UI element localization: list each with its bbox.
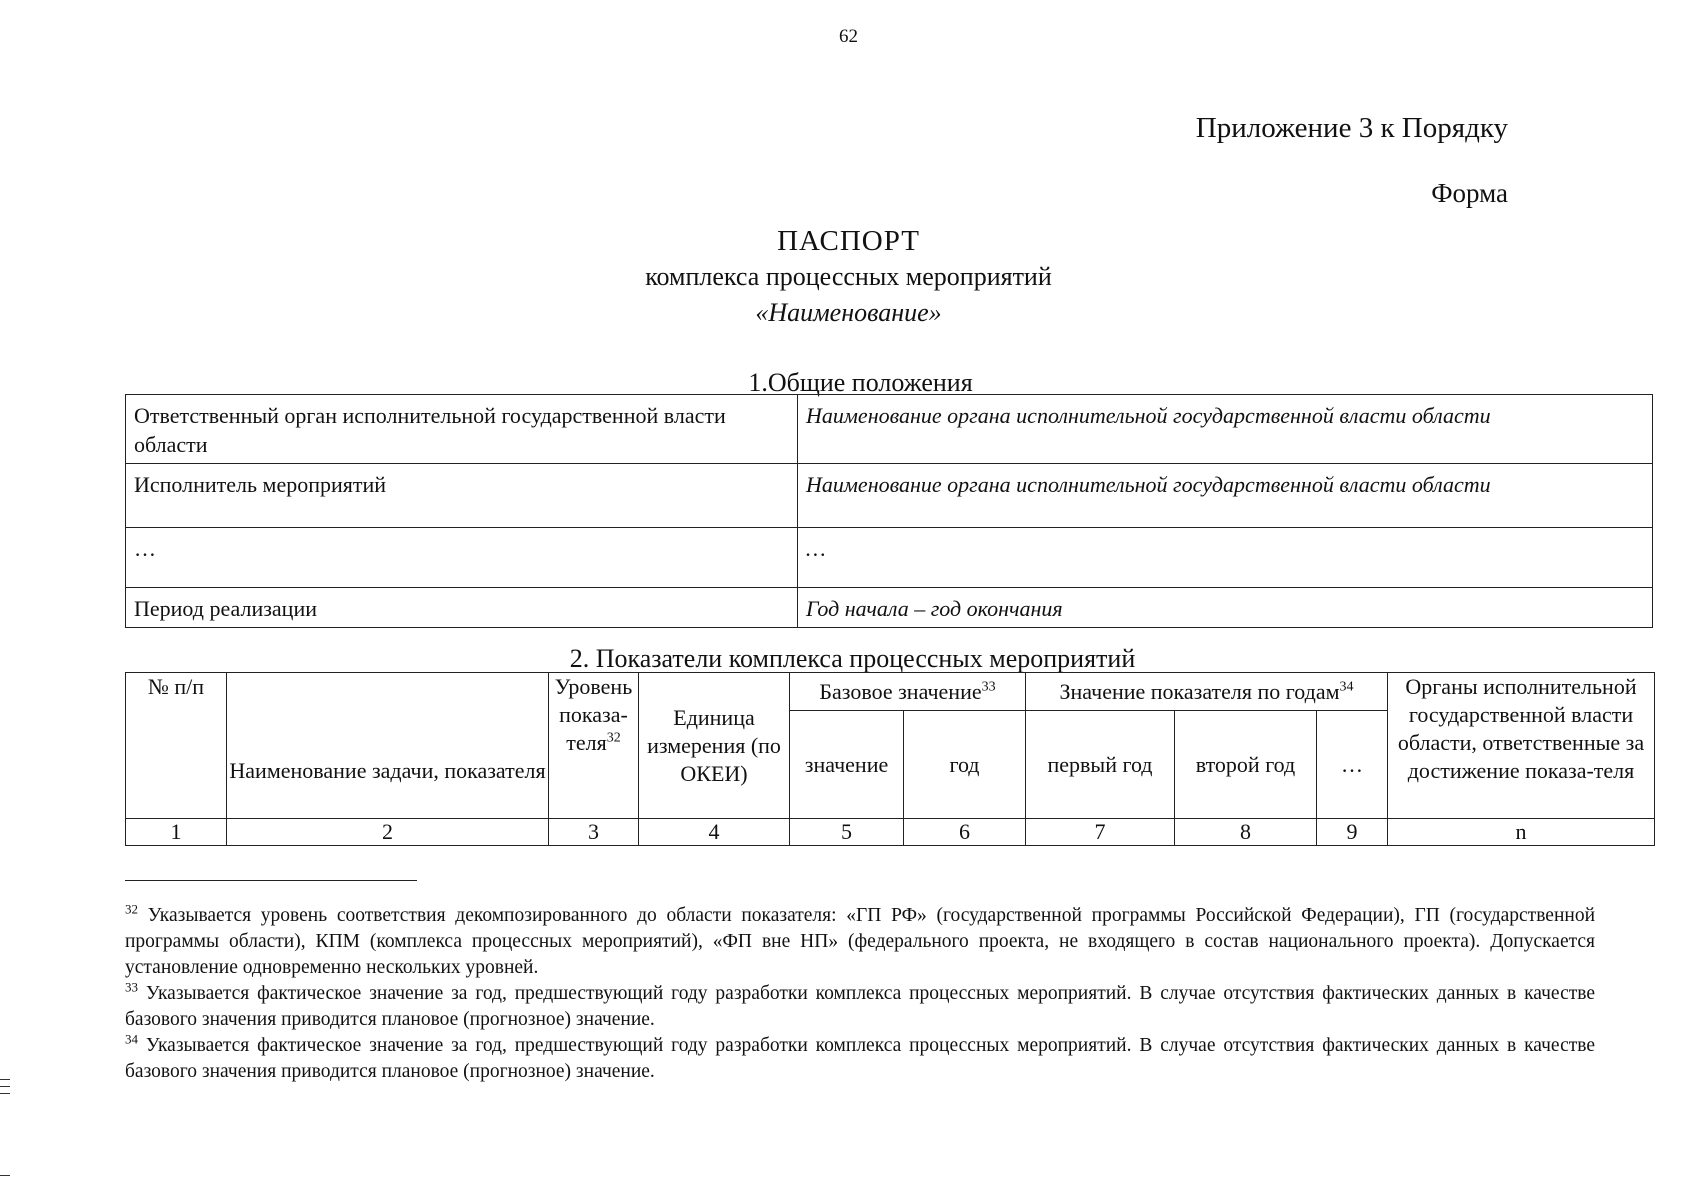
row-value: Наименование органа исполнительной государственной власти области [798, 395, 1653, 464]
header-year1: первый год [1026, 711, 1175, 819]
title-passport: ПАСПОРТ [777, 225, 920, 257]
table-row [126, 395, 1653, 464]
scan-margin-mark [0, 1086, 10, 1087]
column-number: 7 [1026, 819, 1175, 846]
row-label: Ответственный орган исполнительной государственной власти области [126, 395, 798, 464]
header-by-years: Значение показателя по годам$^{34}$ [1026, 673, 1388, 711]
footnote-number: 34 [125, 1031, 138, 1047]
header-base: Базовое значение$^{33}$ [790, 673, 1026, 711]
header-name: Наименование задачи, показателя [227, 673, 549, 819]
footnote-text: Указывается фактическое значение за год, предшествующий году разработки комплекса процессных мероприятий. В случае отсутствия фактических данных в качестве базового значения приводится плановое (прогнозное) значение. [125, 1035, 1595, 1082]
row-value: Наименование органа исполнительной государственной власти области [798, 464, 1653, 528]
section2-heading: 2. Показатели комплекса процессных мероприятий [569, 644, 1136, 673]
header-base-value: значение [790, 711, 904, 819]
section1-heading: 1.Общие положения [748, 368, 973, 397]
footnote-ref: 33 [981, 679, 996, 695]
column-number: n [1388, 819, 1655, 846]
scan-margin-mark [0, 1175, 10, 1176]
column-number: 3 [549, 819, 639, 846]
row-value: … [798, 528, 1653, 588]
title-name: «Наименование» [755, 298, 942, 327]
column-number: 6 [904, 819, 1026, 846]
footnote-ref: 32 [606, 730, 621, 746]
header-responsible-bodies: Органы исполнительной государственной власти области, ответственные за достижение показа-теля [1388, 673, 1655, 819]
scan-margin-mark [0, 1093, 10, 1094]
footnote-number: 33 [125, 979, 138, 995]
scan-margin-mark [0, 1079, 10, 1080]
header-year2: второй год [1175, 711, 1317, 819]
footnote [125, 981, 1595, 1033]
table-row [126, 464, 1653, 528]
table-row [126, 588, 1653, 628]
general-provisions-table [125, 394, 1653, 628]
indicators-table [125, 672, 1655, 846]
header-year-more: … [1317, 711, 1388, 819]
footnote [125, 1033, 1595, 1085]
header-level: Уровень показа-теля$^{32}$ [549, 673, 639, 819]
footnote-divider [125, 880, 417, 881]
column-number: 9 [1317, 819, 1388, 846]
column-number: 5 [790, 819, 904, 846]
footnote-text: Указывается уровень соответствия декомпозированного до области показателя: «ГП РФ» (государственной программы Российской Федерации), ГП (государственной программы области), КПМ (комплекса процессных мероприятий), «ФП вне НП» (федерального проекта, не входящего в состав национального проекта). Допускается установление одновременно нескольких уровней. [125, 905, 1596, 978]
appendix-label: Приложение 3 к Порядку [1195, 112, 1508, 144]
row-value: Год начала – год окончания [798, 588, 1653, 628]
footnote-ref: 34 [1339, 679, 1354, 695]
header-number: № п/п [126, 673, 227, 819]
header-unit: Единица измерения (по ОКЕИ) [639, 673, 790, 819]
footnote-number: 32 [125, 901, 138, 917]
row-label: Исполнитель мероприятий [126, 464, 798, 528]
form-label: Форма [1431, 178, 1508, 208]
row-label: … [126, 528, 798, 588]
column-number: 1 [126, 819, 227, 846]
page-number: 62 [839, 26, 858, 47]
table-row [126, 528, 1653, 588]
footnote [125, 903, 1595, 981]
column-numbers-row [126, 819, 1655, 846]
column-number: 2 [227, 819, 549, 846]
footnotes [125, 903, 1595, 1085]
footnote-text: Указывается фактическое значение за год, предшествующий году разработки комплекса процессных мероприятий. В случае отсутствия фактических данных в качестве базового значения приводится плановое (прогнозное) значение. [125, 983, 1595, 1030]
row-label: Период реализации [126, 588, 798, 628]
column-number: 8 [1175, 819, 1317, 846]
column-number: 4 [639, 819, 790, 846]
title-subtitle: комплекса процессных мероприятий [645, 262, 1052, 291]
document-title [0, 223, 1697, 331]
header-base-year: год [904, 711, 1026, 819]
